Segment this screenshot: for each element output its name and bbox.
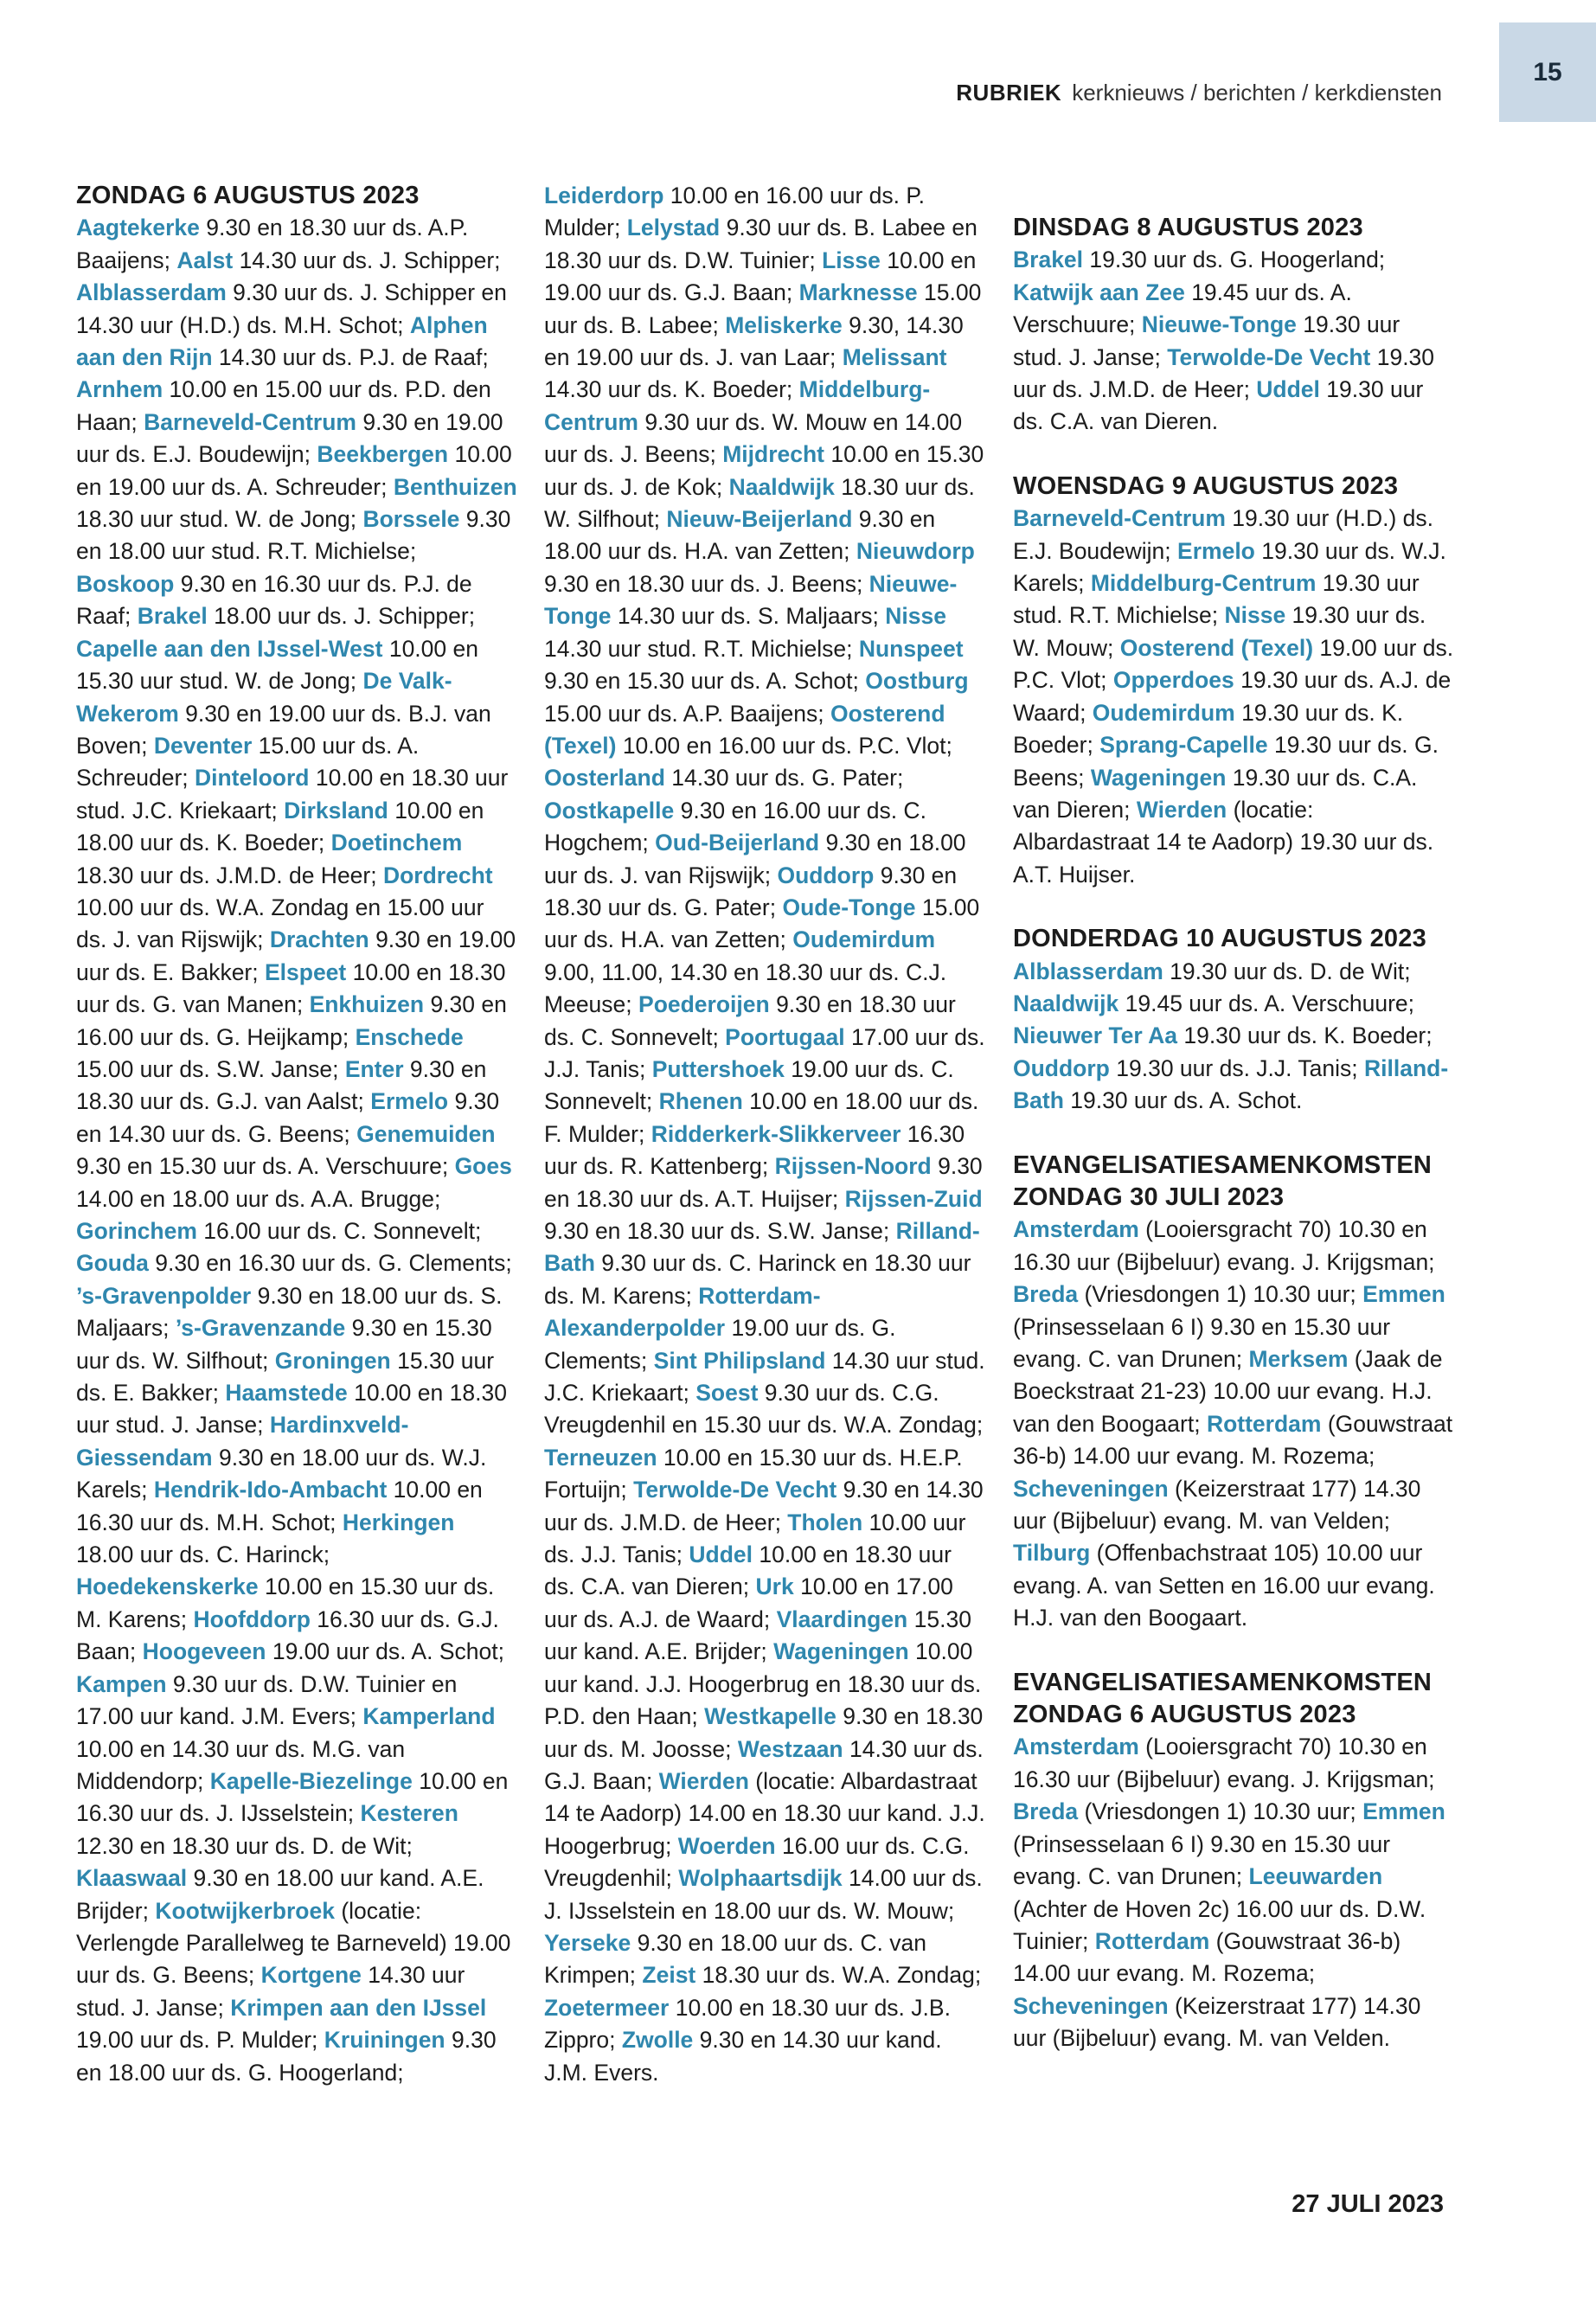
column-1 <box>76 180 517 2089</box>
service-details: 9.30 en 18.00 uur ds. G. Hoogerland; <box>76 2027 497 2086</box>
location-name: Sint Philipsland <box>653 1347 826 1374</box>
service-details: 10.00 en 18.30 uur ds. G. van Manen; <box>76 958 506 1018</box>
day-heading: WOENSDAG 9 AUGUSTUS 2023 <box>1013 471 1399 500</box>
service-details: 14.30 uur ds. G.J. Baan; <box>544 1735 984 1794</box>
service-details: 19.30 uur ds. G. Hoogerland; <box>1083 247 1386 273</box>
location-name: Oosterland <box>544 765 665 792</box>
service-details: 19.30 uur stud. R.T. Michielse; <box>1013 570 1420 629</box>
location-name: Leeuwarden <box>1248 1863 1383 1890</box>
location-name: Tholen <box>787 1509 863 1535</box>
location-name: Lisse <box>822 247 881 273</box>
service-details: (Prinsesselaan 6 I) 9.30 en 15.30 uur evang. C. van Drunen; <box>1013 1313 1391 1372</box>
location-name: Zeist <box>642 1962 696 1989</box>
service-details: 9.30 en 18.30 uur ds. G.J. van Aalst; <box>76 1055 487 1115</box>
service-details: 19.45 uur ds. A. Verschuure; <box>1118 990 1415 1016</box>
service-details: 18.30 uur ds. J.M.D. de Heer; <box>76 862 383 888</box>
location-name: Boskoop <box>76 570 175 597</box>
location-name: Rilland-Bath <box>544 1218 980 1277</box>
service-details: 9.30 uur ds. C.G. Vreugdenhil en 15.30 uur ds. W.A. Zondag; <box>544 1380 984 1439</box>
location-name: De Valk-Wekerom <box>76 668 452 727</box>
service-details: 10.00 en 14.30 uur ds. M.G. van Middendorp; <box>76 1735 406 1794</box>
location-name: ’s-Gravenpolder <box>76 1282 252 1309</box>
location-name: Aalst <box>176 247 234 273</box>
section-subtitle: kerknieuws / berichten / kerkdiensten <box>1072 80 1442 106</box>
location-name: Rotterdam <box>1206 1410 1322 1437</box>
service-details: 19.00 uur ds. G. Clements; <box>544 1315 896 1374</box>
location-name: Yerseke <box>544 1929 631 1956</box>
service-details: 9.30 en 18.00 uur ds. C. van Krimpen; <box>544 1929 927 1989</box>
service-details: 14.00 en 18.00 uur ds. A.A. Brugge; <box>76 1185 441 1212</box>
service-details: 10.00 en 18.00 uur ds. F. Mulder; <box>544 1088 979 1147</box>
location-name: Breda <box>1013 1281 1079 1308</box>
location-name: Zwolle <box>621 2027 694 2054</box>
service-details: 9.30 en 18.00 uur ds. S. Maljaars; <box>76 1282 503 1342</box>
location-name: Oude-Tonge <box>782 894 916 920</box>
location-name: Kruiningen <box>324 2027 445 2054</box>
service-details: 14.30 uur stud. J. Janse; <box>76 1962 465 2021</box>
location-name: Soest <box>695 1380 759 1407</box>
service-details: 9.30 en 18.00 uur stud. R.T. Michielse; <box>76 506 511 565</box>
location-name: Ridderkerk-Slikkerveer <box>651 1120 901 1147</box>
service-details: 17.00 uur ds. J.J. Tanis; <box>544 1023 985 1082</box>
service-details: 9.30 en 18.30 uur ds. A.T. Huijser; <box>544 1153 983 1212</box>
location-name: Borssele <box>362 506 460 533</box>
location-name: Middelburg-Centrum <box>544 376 931 435</box>
service-details: 9.30 uur ds. C. Harinck en 18.30 uur ds. M. Karens; <box>544 1250 971 1309</box>
service-details: 10.00 uur ds. W.A. Zondag en 15.00 uur ds. J. van Rijswijk; <box>76 894 484 953</box>
service-details: 18.00 uur ds. C. Harinck; <box>76 1541 330 1568</box>
location-name: Groningen <box>274 1347 391 1374</box>
service-details: 15.30 uur kand. A.E. Brijder; <box>544 1606 971 1665</box>
service-details: 10.00 en 18.30 uur ds. C.A. van Dieren; <box>544 1541 952 1600</box>
location-name: Alblasserdam <box>76 279 227 306</box>
service-details: 15.30 uur ds. E. Bakker; <box>76 1347 495 1407</box>
service-details: 19.30 uur ds. J.J. Tanis; <box>1109 1054 1364 1081</box>
service-details: 15.00 uur ds. A. Schreuder; <box>76 732 420 792</box>
location-name: Uddel <box>689 1541 753 1568</box>
day-heading: DONDERDAG 10 AUGUSTUS 2023 <box>1013 925 1426 953</box>
service-details: (locatie: Albardastraat 14 te Aadorp) 19.30 uur ds. A.T. Huijser. <box>1013 796 1434 888</box>
page-number: 15 <box>1499 22 1596 122</box>
location-name: Scheveningen <box>1013 1992 1169 2019</box>
location-name: Brakel <box>137 603 208 630</box>
location-name: Marknesse <box>798 279 918 306</box>
location-name: Wierden <box>1136 796 1227 823</box>
service-details: 9.30 en 16.00 uur ds. G. Heijkamp; <box>76 991 507 1050</box>
service-details: 16.00 uur ds. C. Sonnevelt; <box>196 1218 482 1244</box>
service-details: 9.30 en 18.30 uur ds. J. Beens; <box>544 570 869 597</box>
service-details: 19.30 uur ds. A.J. de Waard; <box>1013 667 1452 726</box>
location-name: Rotterdam-Alexanderpolder <box>544 1282 821 1342</box>
service-details: 9.30 en 14.30 uur ds. G. Beens; <box>76 1088 500 1147</box>
service-list <box>76 212 517 2089</box>
location-name: Sprang-Capelle <box>1099 732 1268 759</box>
location-name: Naaldwijk <box>728 473 835 500</box>
location-name: Ouddorp <box>1013 1054 1110 1081</box>
location-name: Oud-Beijerland <box>655 830 820 856</box>
service-details: 10.00 en 18.30 uur ds. J.B. Zippro; <box>544 1994 951 2054</box>
service-details: 16.30 uur ds. G.J. Baan; <box>76 1606 499 1665</box>
location-name: Nieuwer Ter Aa <box>1013 1022 1177 1049</box>
location-name: Ermelo <box>370 1088 449 1115</box>
service-details: 19.45 uur ds. A. Verschuure; <box>1013 279 1352 338</box>
service-details: 9.30 en 18.30 uur ds. M. Joosse; <box>544 1703 984 1762</box>
location-name: Gouda <box>76 1250 149 1277</box>
location-name: Goes <box>454 1153 512 1180</box>
location-name: Dinteloord <box>195 765 310 792</box>
service-details: 9.30 en 16.30 uur ds. G. Clements; <box>148 1250 512 1277</box>
evangelisation-heading: EVANGELISATIESAMENKOMSTEN <box>1013 1150 1433 1179</box>
column-3 <box>1013 180 1454 2055</box>
location-name: Barneveld-Centrum <box>1013 505 1226 532</box>
service-details: (Gouwstraat 36-b) 14.00 uur evang. M. Rozema; <box>1013 1927 1401 1987</box>
service-details: (Vriesdongen 1) 10.30 uur; <box>1078 1798 1363 1825</box>
location-name: Elspeet <box>264 958 347 985</box>
service-details: 9.30 en 18.00 uur kand. A.E. Brijder; <box>76 1865 484 1924</box>
location-name: Oostburg <box>865 668 969 695</box>
location-name: Middelburg-Centrum <box>1090 570 1317 597</box>
location-name: Herkingen <box>342 1509 455 1535</box>
location-name: Ermelo <box>1177 537 1255 564</box>
service-details: (Prinsesselaan 6 I) 9.30 en 15.30 uur evang. C. van Drunen; <box>1013 1830 1391 1890</box>
location-name: Dordrecht <box>382 862 493 888</box>
location-name: Hendrik-Ido-Ambacht <box>153 1477 388 1503</box>
service-details: 10.00 en 17.00 uur ds. A.J. de Waard; <box>544 1574 953 1632</box>
service-details: 10.00 en 15.30 uur ds. H.E.P. Fortuijn; <box>544 1444 963 1503</box>
location-name: Kamperland <box>362 1703 496 1730</box>
service-details: 18.30 uur ds. W. Silfhout; <box>544 473 975 533</box>
service-details: 9.30 en 14.30 uur ds. J.M.D. de Heer; <box>544 1477 984 1535</box>
service-details: 9.30 en 16.00 uur ds. C. Hogchem; <box>544 797 926 856</box>
service-details: (Keizerstraat 177) 14.30 uur (Bijbeluur) evang. M. van Velden; <box>1013 1475 1421 1535</box>
location-name: Leiderdorp <box>544 183 664 208</box>
service-details: 9.30 en 16.30 uur ds. P.J. de Raaf; <box>76 570 472 630</box>
location-name: Opperdoes <box>1112 667 1234 694</box>
service-details: 9.30 uur ds. D.W. Tuinier en 17.00 uur kand. J.M. Evers; <box>76 1670 458 1730</box>
service-details: 15.00 uur ds. A.P. Baaijens; <box>544 700 830 727</box>
service-details: 14.30 uur ds. G. Pater; <box>664 765 904 792</box>
location-name: Genemuiden <box>356 1120 496 1147</box>
location-name: Oostkapelle <box>544 797 675 824</box>
service-list <box>1013 244 1454 438</box>
service-details: 9.30 en 15.30 uur ds. A. Verschuure; <box>76 1153 455 1180</box>
location-name: Dirksland <box>284 797 388 824</box>
location-name: Oudemirdum <box>1092 699 1235 726</box>
service-details: 19.30 uur ds. K. Boeder; <box>1013 699 1404 759</box>
service-details: 15.00 uur ds. B. Labee; <box>544 279 982 338</box>
service-details: 19.30 uur (H.D.) ds. E.J. Boudewijn; <box>1013 505 1433 564</box>
location-name: ’s-Gravenzande <box>175 1315 346 1342</box>
page-header <box>956 80 1442 106</box>
service-details: (Looiersgracht 70) 10.30 en 16.30 uur (Bijbeluur) evang. J. Krijgsman; <box>1013 1734 1435 1792</box>
location-name: Meliskerke <box>725 311 843 338</box>
location-name: Deventer <box>153 732 253 759</box>
service-details: 10.00 en 18.00 uur ds. K. Boeder; <box>76 797 484 856</box>
location-name: Rijssen-Noord <box>774 1153 932 1180</box>
evangelisation-heading: EVANGELISATIESAMENKOMSTEN <box>1013 1668 1433 1696</box>
location-name: Wageningen <box>1090 764 1227 791</box>
service-details: (locatie: Albardastraat 14 te Aadorp) 14.00 en 18.30 uur kand. J.J. Hoogerbrug; <box>544 1767 985 1859</box>
issue-date: 27 JULI 2023 <box>1292 2190 1444 2218</box>
service-details: 14.30 uur ds. K. Boeder; <box>544 376 799 403</box>
service-details: 19.00 uur ds. P.C. Vlot; <box>1013 634 1454 694</box>
location-name: Poederoijen <box>638 991 770 1018</box>
location-name: Nisse <box>1224 602 1286 629</box>
service-details: (Achter de Hoven 2c) 16.00 uur ds. D.W. Tuinier; <box>1013 1895 1426 1954</box>
service-details: 9.30 en 18.00 uur ds. H.A. van Zetten; <box>544 506 936 565</box>
service-details: 9.30 en 18.30 uur ds. G. Pater; <box>544 862 958 920</box>
location-name: Aagtekerke <box>76 215 200 241</box>
service-details: 10.00 en 16.30 uur ds. M.H. Schot; <box>76 1477 483 1535</box>
rubriek-label: RUBRIEK <box>956 80 1062 106</box>
service-details: 14.30 uur ds. P.J. de Raaf; <box>212 344 489 371</box>
service-details: 10.00 en 15.00 uur ds. P.D. den Haan; <box>76 376 491 435</box>
location-name: Poortugaal <box>725 1023 845 1050</box>
service-details: 10.00 en 15.30 uur ds. J. de Kok; <box>544 441 984 500</box>
location-name: Amsterdam <box>1013 1734 1139 1760</box>
location-name: Enter <box>344 1055 404 1082</box>
location-name: Rhenen <box>658 1088 743 1115</box>
service-list <box>1013 956 1454 1118</box>
service-details: 9.30 en 18.30 uur ds. A.P. Baaijens; <box>76 215 469 273</box>
location-name: Merksem <box>1248 1346 1349 1372</box>
day-heading: ZONDAG 6 AUGUSTUS 2023 <box>76 182 420 209</box>
service-details: (Jaak de Boeckstraat 21-23) 10.00 uur evang. H.J. van den Boogaart; <box>1013 1346 1443 1437</box>
location-name: Drachten <box>269 926 369 953</box>
location-name: Kootwijkerbroek <box>155 1897 335 1924</box>
service-details: 18.30 uur stud. W. de Jong; <box>76 506 363 533</box>
location-name: Vlaardingen <box>776 1606 908 1632</box>
service-details: 19.00 uur ds. P. Mulder; <box>76 2027 324 2054</box>
column-2 <box>544 180 985 2089</box>
location-name: Wierden <box>658 1767 749 1794</box>
location-name: Woerden <box>677 1832 776 1859</box>
location-name: Rilland-Bath <box>1013 1054 1449 1114</box>
location-name: Haamstede <box>225 1380 348 1407</box>
location-name: Enschede <box>355 1023 464 1050</box>
service-details: 16.30 uur ds. R. Kattenberg; <box>544 1120 965 1180</box>
location-name: Nieuwe-Tonge <box>544 570 958 630</box>
service-details: (Vriesdongen 1) 10.30 uur; <box>1078 1281 1363 1308</box>
service-details: 16.00 uur ds. C.G. Vreugdenhil; <box>544 1832 970 1892</box>
location-name: Nieuwdorp <box>856 538 975 565</box>
location-name: Lelystad <box>626 215 721 241</box>
location-name: Uddel <box>1256 376 1320 403</box>
location-name: Tilburg <box>1013 1540 1091 1567</box>
service-details: 10.00 en 16.30 uur ds. J. IJsselstein; <box>76 1767 509 1827</box>
service-list <box>1013 503 1454 891</box>
service-details: 19.00 uur ds. C. Sonnevelt; <box>544 1055 954 1115</box>
service-details: 14.30 uur stud. R.T. Michielse; <box>544 635 859 662</box>
location-name: Mijdrecht <box>722 441 825 468</box>
service-details: 10.00 uur ds. J.J. Tanis; <box>544 1509 966 1568</box>
location-name: Kapelle-Biezelinge <box>209 1767 413 1794</box>
location-name: Alphen aan den Rijn <box>76 311 488 371</box>
service-details: 19.30 uur ds. J.M.D. de Heer; <box>1013 343 1435 403</box>
service-details: 14.30 uur ds. S. Maljaars; <box>611 603 886 630</box>
location-name: Capelle aan den IJssel-West <box>76 635 383 662</box>
service-details: 18.30 uur ds. W.A. Zondag; <box>695 1962 982 1989</box>
location-name: Terwolde-De Vecht <box>633 1477 837 1503</box>
location-name: Zoetermeer <box>544 1994 670 2021</box>
location-name: Kesteren <box>360 1800 458 1827</box>
location-name: Kortgene <box>260 1962 362 1989</box>
service-details: 9.30 en 18.00 uur ds. J. van Rijswijk; <box>544 830 966 888</box>
service-details: 9.30 uur ds. J. Schipper en 14.30 uur (H.D.) ds. M.H. Schot; <box>76 279 507 338</box>
service-details: 14.00 uur ds. J. IJsselstein en 18.00 uur ds. W. Mouw; <box>544 1865 983 1924</box>
service-details: 19.30 uur ds. K. Boeder; <box>1176 1022 1433 1049</box>
location-name: Hardinxveld-Giessendam <box>76 1412 409 1471</box>
location-name: Rotterdam <box>1094 1927 1210 1954</box>
service-details: 10.00 en 18.30 uur stud. J.C. Kriekaart; <box>76 765 509 824</box>
location-name: Melissant <box>842 344 947 371</box>
day-heading: ZONDAG 6 AUGUSTUS 2023 <box>1013 1701 1356 1729</box>
location-name: Enkhuizen <box>309 991 425 1018</box>
service-details: 10.00 en 16.00 uur ds. P. Mulder; <box>544 183 925 241</box>
location-name: Katwijk aan Zee <box>1013 279 1185 305</box>
service-details: 18.00 uur ds. J. Schipper; <box>207 603 476 630</box>
location-name: Hoogeveen <box>142 1638 266 1665</box>
location-name: Emmen <box>1362 1798 1445 1825</box>
service-details: 9.30 en 19.00 uur ds. B.J. van Boven; <box>76 700 491 759</box>
location-name: Hoofddorp <box>193 1606 311 1632</box>
location-name: Naaldwijk <box>1013 990 1119 1016</box>
location-name: Benthuizen <box>393 473 517 500</box>
service-details: 19.30 uur ds. C.A. van Dieren. <box>1013 376 1424 435</box>
location-name: Nieuw-Beijerland <box>666 506 853 533</box>
location-name: Oosterend (Texel) <box>544 700 945 759</box>
day-heading: DINSDAG 8 AUGUSTUS 2023 <box>1013 214 1363 241</box>
location-name: Westzaan <box>737 1735 843 1762</box>
location-name: Emmen <box>1362 1281 1445 1308</box>
location-name: Nisse <box>885 603 946 630</box>
service-details: 10.00 en 19.00 uur ds. G.J. Baan; <box>544 247 977 306</box>
service-list <box>1013 1214 1454 1634</box>
service-details: 15.00 uur ds. H.A. van Zetten; <box>544 894 980 953</box>
location-name: Terneuzen <box>544 1444 657 1471</box>
service-details: 10.00 en 18.30 uur stud. J. Janse; <box>76 1380 507 1439</box>
location-name: Barneveld-Centrum <box>144 408 356 435</box>
service-details: 9.30 en 19.00 uur ds. E. Bakker; <box>76 926 516 985</box>
service-list <box>1013 1731 1454 2054</box>
service-details: (Offenbachstraat 105) 10.00 uur evang. A. van Setten en 16.00 uur evang. H.J. van den Boogaart. <box>1013 1540 1435 1631</box>
service-list <box>544 180 985 2089</box>
location-name: Doetinchem <box>330 830 463 856</box>
service-details: 12.30 en 18.30 uur ds. D. de Wit; <box>76 1832 413 1859</box>
location-name: Wageningen <box>773 1638 909 1665</box>
service-details: 15.00 uur ds. S.W. Janse; <box>76 1055 345 1082</box>
location-name: Arnhem <box>76 376 163 403</box>
service-details: 9.30 en 15.30 uur ds. W. Silfhout; <box>76 1315 492 1374</box>
service-details: 19.30 uur ds. A. Schot. <box>1063 1087 1303 1114</box>
service-details: 19.30 uur ds. W.J. Karels; <box>1013 537 1446 597</box>
location-name: Brakel <box>1013 247 1084 273</box>
location-name: Nunspeet <box>858 635 964 662</box>
service-details: 9.30 en 19.00 uur ds. E.J. Boudewijn; <box>76 408 503 468</box>
service-details: 10.00 en 19.00 uur ds. A. Schreuder; <box>76 441 512 500</box>
location-name: Urk <box>755 1574 794 1600</box>
service-details: 19.30 uur ds. D. de Wit; <box>1163 958 1411 984</box>
service-details: 9.30, 14.30 en 19.00 uur ds. J. van Laar; <box>544 311 964 371</box>
service-details: (Looiersgracht 70) 10.30 en 16.30 uur (Bijbeluur) evang. J. Krijgsman; <box>1013 1216 1435 1275</box>
location-name: Beekbergen <box>317 441 449 468</box>
location-name: Terwolde-De Vecht <box>1167 343 1371 370</box>
location-name: Wolphaartsdijk <box>678 1865 843 1892</box>
service-details: 14.30 uur stud. J.C. Kriekaart; <box>544 1347 985 1407</box>
service-details: 19.30 uur ds. C.A. van Dieren; <box>1013 764 1418 823</box>
location-name: Oudemirdum <box>792 926 936 953</box>
service-details: 19.00 uur ds. A. Schot; <box>266 1638 504 1665</box>
location-name: Gorinchem <box>76 1218 197 1244</box>
service-details: 19.30 uur ds. G. Beens; <box>1013 732 1439 791</box>
location-name: Scheveningen <box>1013 1475 1169 1502</box>
location-name: Westkapelle <box>704 1703 836 1730</box>
service-details: (Keizerstraat 177) 14.30 uur (Bijbeluur) evang. M. van Velden. <box>1013 1992 1421 2052</box>
location-name: Ouddorp <box>777 862 875 888</box>
service-details: 19.30 uur stud. J. Janse; <box>1013 311 1401 370</box>
location-name: Rijssen-Zuid <box>844 1185 983 1212</box>
service-details: 9.30 en 18.00 uur ds. W.J. Karels; <box>76 1444 487 1503</box>
service-details: 14.30 uur ds. J. Schipper; <box>233 247 501 273</box>
location-name: Breda <box>1013 1798 1079 1825</box>
location-name: Puttershoek <box>651 1055 785 1082</box>
service-details: (locatie: Verlengde Parallelweg te Barneveld) 19.00 uur ds. G. Beens; <box>76 1897 511 1989</box>
location-name: Amsterdam <box>1013 1216 1139 1243</box>
service-details: (Gouwstraat 36-b) 14.00 uur evang. M. Rozema; <box>1013 1410 1453 1470</box>
location-name: Alblasserdam <box>1013 958 1163 984</box>
service-details: 10.00 en 15.30 uur ds. M. Karens; <box>76 1574 495 1632</box>
location-name: Krimpen aan den IJssel <box>230 1994 487 2021</box>
location-name: Nieuwe-Tonge <box>1141 311 1297 338</box>
location-name: Oosterend (Texel) <box>1119 634 1314 661</box>
service-details: 19.30 uur ds. W. Mouw; <box>1013 602 1426 661</box>
service-details: 9.30 uur ds. W. Mouw en 14.00 uur ds. J. Beens; <box>544 408 963 468</box>
service-details: 9.00, 11.00, 14.30 en 18.30 uur ds. C.J. Meeuse; <box>544 958 947 1018</box>
day-heading: ZONDAG 30 JULI 2023 <box>1013 1183 1285 1211</box>
service-details: 9.30 en 15.30 uur ds. A. Schot; <box>544 668 866 695</box>
service-details: 9.30 en 14.30 uur kand. J.M. Evers. <box>544 2027 942 2086</box>
location-name: Klaaswaal <box>76 1865 188 1892</box>
service-details: 10.00 en 16.00 uur ds. P.C. Vlot; <box>616 732 952 759</box>
service-details: 9.30 en 18.30 uur ds. S.W. Janse; <box>544 1218 896 1244</box>
service-details: 9.30 uur ds. B. Labee en 18.30 uur ds. D.W. Tuinier; <box>544 215 977 273</box>
location-name: Hoedekenskerke <box>76 1574 259 1600</box>
location-name: Kampen <box>76 1670 167 1697</box>
service-details: 10.00 en 15.30 uur stud. W. de Jong; <box>76 635 478 695</box>
service-details: 10.00 uur kand. J.J. Hoogerbrug en 18.30 uur ds. P.D. den Haan; <box>544 1638 982 1730</box>
service-details: 9.30 en 18.30 uur ds. C. Sonnevelt; <box>544 991 956 1050</box>
